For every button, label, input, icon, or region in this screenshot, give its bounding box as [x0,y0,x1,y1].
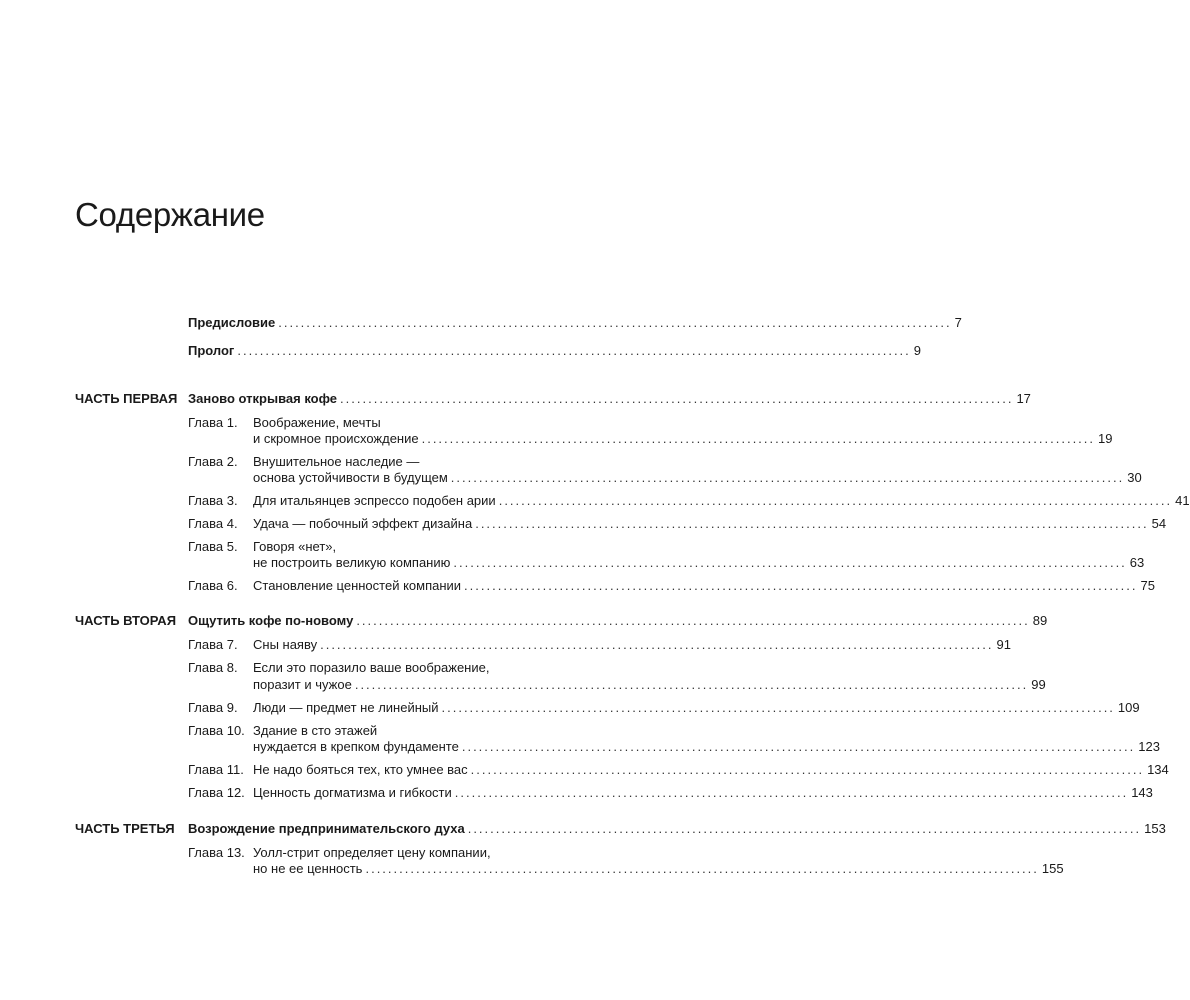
leader-dots: ........................................................................................................................ [467,821,1142,836]
leader-dots: ........................................................................................................................ [453,555,1127,570]
chapter-number: Глава 9. [188,700,238,715]
leader-dots: ........................................................................................................................ [365,861,1039,876]
page-number: 99 [1031,677,1046,692]
toc-entry-preface[interactable] [188,314,962,332]
page-number: 63 [1129,555,1145,570]
toc-entry-chapter-11[interactable] [253,761,1169,779]
chapter-number: Глава 1. [188,415,238,430]
entry-title: но не ее ценность [253,861,363,876]
page-title: Содержание [75,196,265,233]
page-number: 89 [1032,613,1048,628]
page-number: 41 [1175,493,1190,508]
leader-dots: ........................................................................................................................ [356,613,1030,628]
toc-entry-chapter-5[interactable] [253,554,1145,572]
leader-dots: ........................................................................................................................ [475,516,1149,531]
leader-dots: ........................................................................................................................ [320,637,994,652]
chapter-number: Глава 8. [188,660,238,675]
part-label: ЧАСТЬ ПЕРВАЯ [75,391,178,406]
leader-dots: ........................................................................................................................ [278,315,952,330]
chapter-number: Глава 5. [188,539,238,554]
toc-entry-chapter-6[interactable] [253,577,1155,595]
entry-title: основа устойчивости в будущем [253,470,448,485]
chapter-number: Глава 13. [188,845,245,860]
toc-entry-chapter-7[interactable] [253,636,1011,654]
chapter-title-line1: Внушительное наследие — [253,454,420,469]
leader-dots: ........................................................................................................................ [237,343,911,358]
page-number: 9 [913,343,922,358]
entry-title: Предисловие [188,315,276,330]
page-number: 30 [1127,470,1142,485]
leader-dots: ........................................................................................................................ [461,739,1136,754]
page-number: 143 [1131,785,1153,800]
leader-dots: ........................................................................................................................ [441,700,1115,715]
page-number: 153 [1144,821,1166,836]
leader-dots: ........................................................................................................................ [354,677,1029,692]
toc-entry-part-1[interactable] [188,390,1031,408]
page-number: 7 [954,315,962,330]
leader-dots: ........................................................................................................................ [450,470,1125,485]
page-number: 155 [1041,861,1064,876]
chapter-title-line1: Уолл-стрит определяет цену компании, [253,845,491,860]
entry-title: поразит и чужое [253,677,352,692]
toc-entry-chapter-13[interactable] [253,860,1064,878]
entry-title: Пролог [188,343,235,358]
toc-entry-chapter-4[interactable] [253,515,1167,533]
leader-dots: ........................................................................................................................ [454,785,1129,800]
chapter-title-line1: Говоря «нет», [253,539,337,554]
chapter-title-line1: Здание в сто этажей [253,723,378,738]
entry-title: Для итальянцев эспрессо подобен арии [253,493,496,508]
leader-dots: ........................................................................................................................ [421,431,1096,446]
entry-title: Удача — побочный эффект дизайна [253,516,473,531]
chapter-title-line1: Воображение, мечты [253,415,381,430]
leader-dots: ........................................................................................................................ [464,578,1138,593]
chapter-number: Глава 12. [188,785,245,800]
entry-title: Становление ценностей компании [253,578,462,593]
entry-title: Сны наяву [253,637,318,652]
leader-dots: ........................................................................................................................ [498,493,1173,508]
page-number: 54 [1151,516,1167,531]
toc-entry-chapter-1[interactable] [253,430,1113,448]
toc-entry-chapter-2[interactable] [253,469,1142,487]
entry-title: и скромное происхождение [253,431,419,446]
chapter-number: Глава 11. [188,762,244,777]
toc-entry-part-3[interactable] [188,820,1166,838]
chapter-number: Глава 3. [188,493,238,508]
chapter-number: Глава 10. [188,723,245,738]
page-number: 91 [996,637,1011,652]
entry-title: не построить великую компанию [253,555,451,570]
part-label: ЧАСТЬ ТРЕТЬЯ [75,821,175,836]
leader-dots: ........................................................................................................................ [340,391,1014,406]
part-label: ЧАСТЬ ВТОРАЯ [75,613,177,628]
toc-entry-chapter-3[interactable] [253,492,1190,510]
toc-entry-chapter-8[interactable] [253,676,1046,694]
chapter-number: Глава 4. [188,516,238,531]
entry-title: Возрождение предпринимательского духа [188,821,465,836]
entry-title: Заново открывая кофе [188,391,338,406]
toc-entry-chapter-12[interactable] [253,784,1153,802]
toc-entry-chapter-10[interactable] [253,738,1160,756]
toc-entry-part-2[interactable] [188,612,1048,630]
entry-title: Ощутить кофе по-новому [188,613,354,628]
toc-entry-chapter-9[interactable] [253,699,1140,717]
leader-dots: ........................................................................................................................ [470,762,1145,777]
chapter-number: Глава 6. [188,578,238,593]
toc-entry-prologue[interactable] [188,342,922,360]
page-number: 123 [1138,739,1160,754]
chapter-number: Глава 7. [188,637,238,652]
page-number: 109 [1117,700,1140,715]
entry-title: нуждается в крепком фундаменте [253,739,459,754]
page-number: 134 [1147,762,1169,777]
entry-title: Люди — предмет не линейный [253,700,439,715]
chapter-title-line1: Если это поразило ваше воображение, [253,660,490,675]
entry-title: Ценность догматизма и гибкости [253,785,452,800]
chapter-number: Глава 2. [188,454,238,469]
entry-title: Не надо бояться тех, кто умнее вас [253,762,468,777]
page-number: 19 [1098,431,1113,446]
page-number: 17 [1016,391,1031,406]
page-number: 75 [1140,578,1155,593]
